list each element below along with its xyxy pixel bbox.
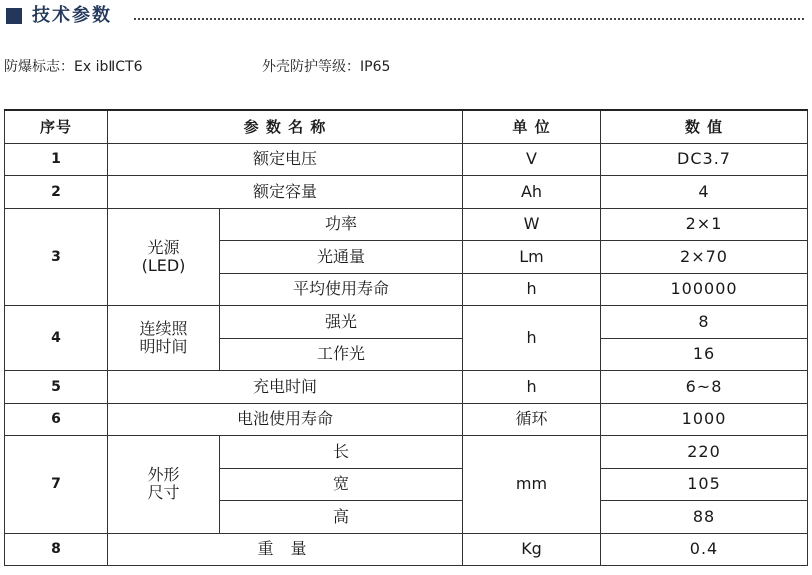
unit-cell: h <box>463 306 601 371</box>
header-unit: 单 位 <box>463 110 601 143</box>
unit-cell: h <box>463 273 601 306</box>
row-no: 6 <box>5 403 108 436</box>
group-cell <box>108 436 220 534</box>
row-no: 1 <box>5 143 108 176</box>
table-header-row <box>5 110 808 143</box>
unit-cell: V <box>463 143 601 176</box>
value-cell: 105 <box>601 468 808 501</box>
value-cell: 220 <box>601 436 808 469</box>
dotted-divider <box>134 18 804 20</box>
group-label-sub: 尺寸 <box>147 483 180 503</box>
unit-cell: 循环 <box>463 403 601 436</box>
row-no: 4 <box>5 306 108 371</box>
row-no: 3 <box>5 208 108 306</box>
param-name: 宽 <box>220 468 463 501</box>
group-label-sub: (LED) <box>141 255 186 275</box>
param-name: 平均使用寿命 <box>220 273 463 306</box>
table-row <box>5 436 808 469</box>
param-name: 长 <box>220 436 463 469</box>
row-no: 2 <box>5 176 108 209</box>
protection-grade: 外壳防护等级：IP65 <box>262 59 391 75</box>
unit-cell: Lm <box>463 241 601 274</box>
unit-cell: Kg <box>463 533 601 566</box>
param-name: 功率 <box>220 208 463 241</box>
value-cell: DC3.7 <box>601 143 808 176</box>
header-value: 数 值 <box>601 110 808 143</box>
explosion-mark: 防爆标志：Ex ibⅡCT6 <box>4 59 143 75</box>
table-row <box>5 403 808 436</box>
value-cell: 6~8 <box>601 371 808 404</box>
param-name: 高 <box>220 501 463 534</box>
param-name: 强光 <box>220 306 463 339</box>
table-row <box>5 306 808 339</box>
group-label: 光源 <box>147 237 180 257</box>
value-cell: 100000 <box>601 273 808 306</box>
value-cell: 2×1 <box>601 208 808 241</box>
value-cell: 16 <box>601 338 808 371</box>
row-no: 8 <box>5 533 108 566</box>
table-row <box>5 371 808 404</box>
param-name: 额定容量 <box>108 176 463 209</box>
param-name: 光通量 <box>220 241 463 274</box>
group-cell <box>108 306 220 371</box>
param-name: 电池使用寿命 <box>108 403 463 436</box>
unit-cell: mm <box>463 436 601 534</box>
value-cell: 1000 <box>601 403 808 436</box>
unit-cell: Ah <box>463 176 601 209</box>
group-label: 外形 <box>147 465 180 485</box>
value-cell: 2×70 <box>601 241 808 274</box>
header-param: 参 数 名 称 <box>108 110 463 143</box>
value-cell: 88 <box>601 501 808 534</box>
value-cell: 8 <box>601 306 808 339</box>
table-row <box>5 533 808 566</box>
unit-cell: W <box>463 208 601 241</box>
row-no: 5 <box>5 371 108 404</box>
group-cell <box>108 208 220 306</box>
section-title: 技术参数 <box>32 5 112 26</box>
table-row <box>5 208 808 241</box>
param-name: 额定电压 <box>108 143 463 176</box>
value-cell: 0.4 <box>601 533 808 566</box>
value-cell: 4 <box>601 176 808 209</box>
unit-cell: h <box>463 371 601 404</box>
parameter-table <box>4 109 808 566</box>
header-no: 序号 <box>5 110 108 143</box>
table-row <box>5 143 808 176</box>
row-no: 7 <box>5 436 108 534</box>
param-name: 充电时间 <box>108 371 463 404</box>
table-row <box>5 176 808 209</box>
param-name: 工作光 <box>220 338 463 371</box>
section-header <box>6 6 806 28</box>
group-label: 连续照 <box>139 319 188 338</box>
group-label-sub: 明时间 <box>139 337 188 356</box>
title-marker-square <box>6 8 22 24</box>
param-name: 重 量 <box>108 533 463 566</box>
